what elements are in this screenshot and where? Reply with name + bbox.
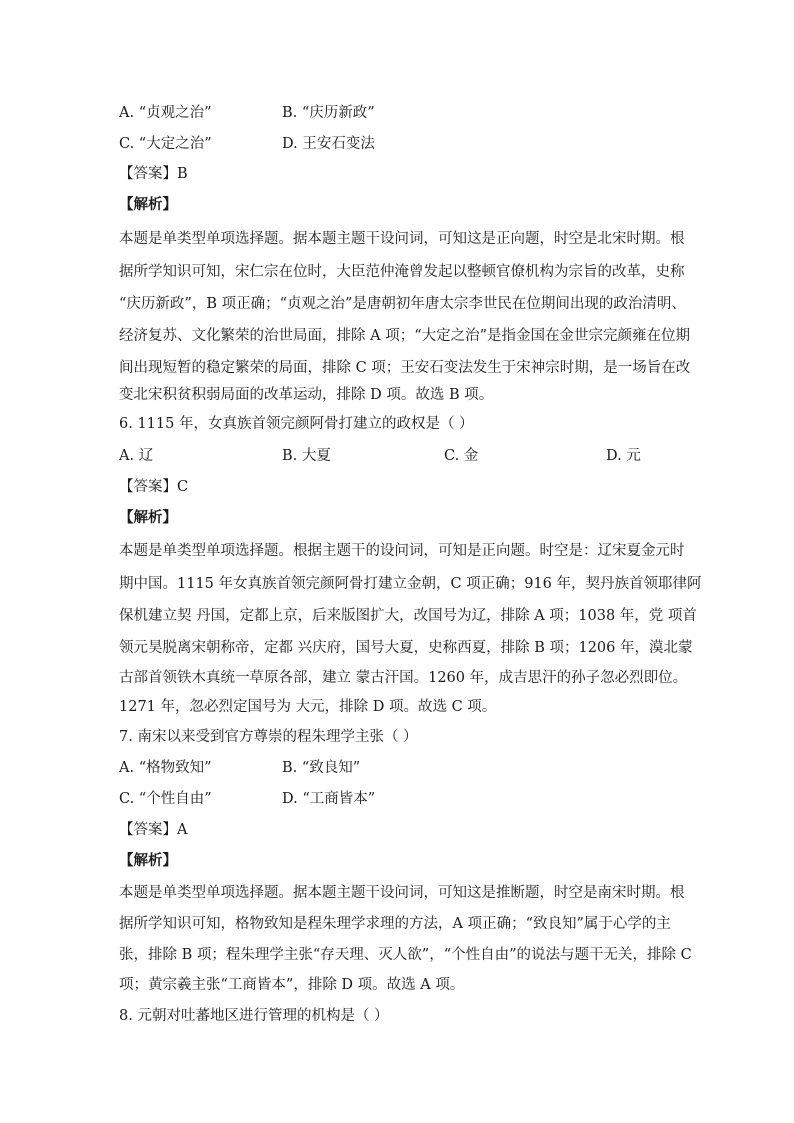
q5-analysis-line: 间出现短暂的稳定繁荣的局面，排除 C 项；王安石变法发生于宋神宗时期，是一场旨在改 — [119, 360, 691, 376]
q6-analysis-line: 古部首领铁木真统一草原各部，建立 蒙古汗国。1260 年，成吉思汗的孙子忽必烈即位。 — [119, 670, 688, 686]
q5-analysis-line: “庆历新政”，B 项正确；“贞观之治”是唐朝初年唐太宗李世民在位期间出现的政治清明、 — [119, 296, 686, 312]
q7-analysis-line: 项；黄宗羲主张“工商皆本”，排除 D 项。故选 A 项。 — [119, 977, 465, 993]
q6-question: 6. 1115 年，女真族首领完颜阿骨打建立的政权是（ ） — [119, 416, 474, 432]
q5-option-a: A. “贞观之治” — [119, 105, 212, 121]
q6-option-c: C. 金 — [444, 448, 479, 464]
q7-option-a: A. “格物致知” — [119, 760, 212, 776]
q5-option-d: D. 王安石变法 — [282, 136, 375, 152]
q5-analysis-label: 【解析】 — [119, 196, 177, 213]
q5-answer: 【答案】B — [119, 166, 188, 182]
q7-option-c: C. “个性自由” — [119, 791, 212, 807]
q5-analysis-line: 变北宋积贫积弱局面的改革运动，排除 D 项。故选 B 项。 — [119, 387, 494, 403]
q5-option-c: C. “大定之治” — [119, 136, 212, 152]
q6-analysis-label: 【解析】 — [119, 509, 177, 526]
q6-analysis-line: 本题是单类型单项选择题。根据主题干的设问词，可知是正向题。时空是：辽宋夏金元时 — [119, 543, 685, 559]
q7-analysis-label: 【解析】 — [119, 852, 177, 869]
q7-option-d: D. “工商皆本” — [282, 791, 376, 807]
q6-analysis-line: 领元昊脱离宋朝称帝，定都 兴庆府，国号大夏，史称西夏，排除 B 项；1206 年，漠北蒙 — [119, 640, 693, 656]
q6-analysis-line: 期中国。1115 年女真族首领完颜阿骨打建立金朝，C 项正确；916 年，契丹族首领耶律阿 — [119, 576, 702, 592]
q7-analysis-line: 本题是单类型单项选择题。据本题主题干设问词，可知这是推断题，时空是南宋时期。根 — [119, 885, 685, 901]
q8-question: 8. 元朝对吐蕃地区进行管理的机构是（ ） — [119, 1008, 389, 1024]
q5-option-b: B. “庆历新政” — [282, 105, 375, 121]
q7-option-b: B. “致良知” — [282, 760, 361, 776]
q7-question: 7. 南宋以来受到官方尊崇的程朱理学主张（ ） — [119, 729, 418, 745]
q6-answer: 【答案】C — [119, 479, 189, 495]
q6-analysis-line: 1271 年，忽必烈定国号为 大元，排除 D 项。故选 C 项。 — [119, 699, 497, 715]
q6-analysis-line: 保机建立契 丹国，定都上京，后来版图扩大，改国号为辽，排除 A 项；1038 年，党 项首 — [119, 608, 697, 624]
q7-answer: 【答案】A — [119, 822, 188, 838]
q6-option-a: A. 辽 — [119, 448, 154, 464]
q5-analysis-line: 据所学知识可知，宋仁宗在位时，大臣范仲淹曾发起以整顿官僚机构为宗旨的改革，史称 — [119, 264, 685, 280]
q5-analysis-line: 经济复苏、文化繁荣的治世局面，排除 A 项；“大定之治”是指金国在金世宗完颜雍在位期 — [119, 328, 691, 344]
q7-analysis-line: 据所学知识可知，格物致知是程朱理学求理的方法，A 项正确；“致良知”属于心学的主 — [119, 916, 671, 932]
q5-analysis-line: 本题是单类型单项选择题。据本题主题干设问词，可知这是正向题，时空是北宋时期。根 — [119, 231, 685, 247]
q6-option-b: B. 大夏 — [282, 448, 331, 464]
q7-analysis-line: 张，排除 B 项；程朱理学主张“存天理、灭人欲”，“个性自由”的说法与题干无关，排除 C — [119, 947, 692, 963]
q6-option-d: D. 元 — [606, 448, 641, 464]
